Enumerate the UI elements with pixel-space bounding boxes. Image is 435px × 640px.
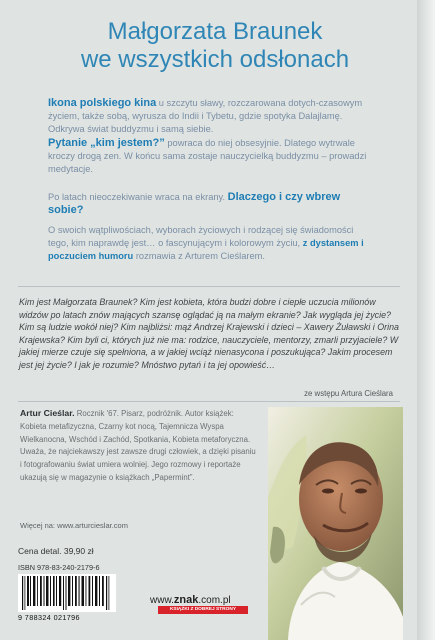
publisher-name: znak	[173, 594, 199, 606]
intro-highlight-3: Dlaczego i czy wbrew sobie?	[48, 191, 341, 216]
price-label: Cena detal. 39,90 zł	[18, 546, 94, 556]
intro-text-1: u szczytu sławy, rozczarowana dotych-czasowym życiem, także sobą, wyrusza do Indii i Tybetu, gdzie spotyka Dalajlamę. Odkrywa świat buddyzmu i samą siebie.	[48, 98, 363, 134]
publisher-domain: .com.pl	[198, 595, 231, 606]
intro-paragraph-4	[48, 224, 370, 263]
foreword-quote: Kim jest Małgorzata Braunek? Kim jest kobieta, która budzi dobre i ciepłe uczucia milionów widzów po latach znów mających szansę oglądać ją na małym ekranie? Jak wygląda jej życie? Kim są ludzie wokół niej? Kim najbliżsi: mąż Andrzej Krajewski i dzieci – Xawery Żuławski i Orina Krajewska? Kim byli ci, których już nie ma: rodzice, nauczyciele, mentorzy, zmarli przyjaciele? W jakiej mierze czuje się spełniona, a w jakiej wciąż nienasycona i poszukująca? Jakim procesem jest jej życie? I jak je rozumie? Mnóstwo pytań i ta jej opowieść…	[19, 297, 399, 370]
publisher-logo	[150, 594, 248, 616]
author-portrait-image	[268, 407, 403, 640]
publisher-tagline: KSIĄŻKI Z DOBREJ STRONY	[158, 606, 248, 614]
logo-prefix: www.	[150, 595, 174, 606]
publisher-name-line	[150, 594, 231, 606]
title-line-2: we wszystkich odsłonach	[80, 46, 350, 73]
intro-text-4a: O swoich wątpliwościach, wyborach życiowych i rodzącej się świadomości tego, kim naprawdę jest… o fascynującym i kolorowym życiu,	[48, 225, 354, 248]
intro-paragraph-2	[48, 137, 370, 176]
author-name: Artur Cieślar.	[20, 408, 75, 418]
intro-paragraph-1	[48, 97, 370, 136]
intro-highlight-2: Pytanie „kim jestem?”	[48, 137, 165, 149]
intro-text-3: Po latach nieoczekiwanie wraca na ekrany.	[48, 192, 228, 202]
cover-title	[40, 18, 390, 74]
barcode	[18, 574, 116, 612]
author-bio	[20, 407, 258, 485]
intro-text-2: powraca do niej obsesyjnie. Dlatego wytrwale kroczy drogą zen. W końcu sama zostaje nauczycielką buddyzmu – prowadzi medytacje.	[48, 138, 367, 174]
book-spine-edge	[417, 0, 435, 640]
section-divider	[18, 401, 400, 402]
barcode-number: 9 788324 021796	[18, 613, 80, 622]
intro-highlight-4: z dystansem i poczuciem humoru	[48, 238, 364, 261]
section-divider	[18, 286, 400, 287]
title-line-1: Małgorzata Braunek	[107, 18, 323, 45]
author-bio-text: Rocznik '67. Pisarz, podróżnik. Autor książek: Kobieta metafizyczna, Czarny kot nocą, Tajemnicza Wyspa Wielkanocna, Wschód i Zachód, Spotkania, Kobieta metaforyczna. Uważa, że najciekawszy jest zawsze drugi człowiek, a dzięki pisaniu i fotografowaniu świat umiera wolniej. Jego rozmowy i reportaże ukazują się w magazynie o książkach „Papermint”.	[20, 409, 256, 482]
intro-text-4b: rozmawia z Arturem Cieślarem.	[133, 251, 265, 261]
author-photo	[268, 407, 403, 640]
barcode-lines	[18, 574, 116, 612]
isbn-label: ISBN 978-83-240-2179-6	[18, 563, 100, 572]
quote-source: ze wstępu Artura Cieślara	[304, 389, 393, 398]
author-website: Więcej na: www.arturcieslar.com	[20, 521, 128, 530]
intro-paragraph-3	[48, 191, 370, 217]
intro-highlight-1: Ikona polskiego kina	[48, 97, 157, 109]
